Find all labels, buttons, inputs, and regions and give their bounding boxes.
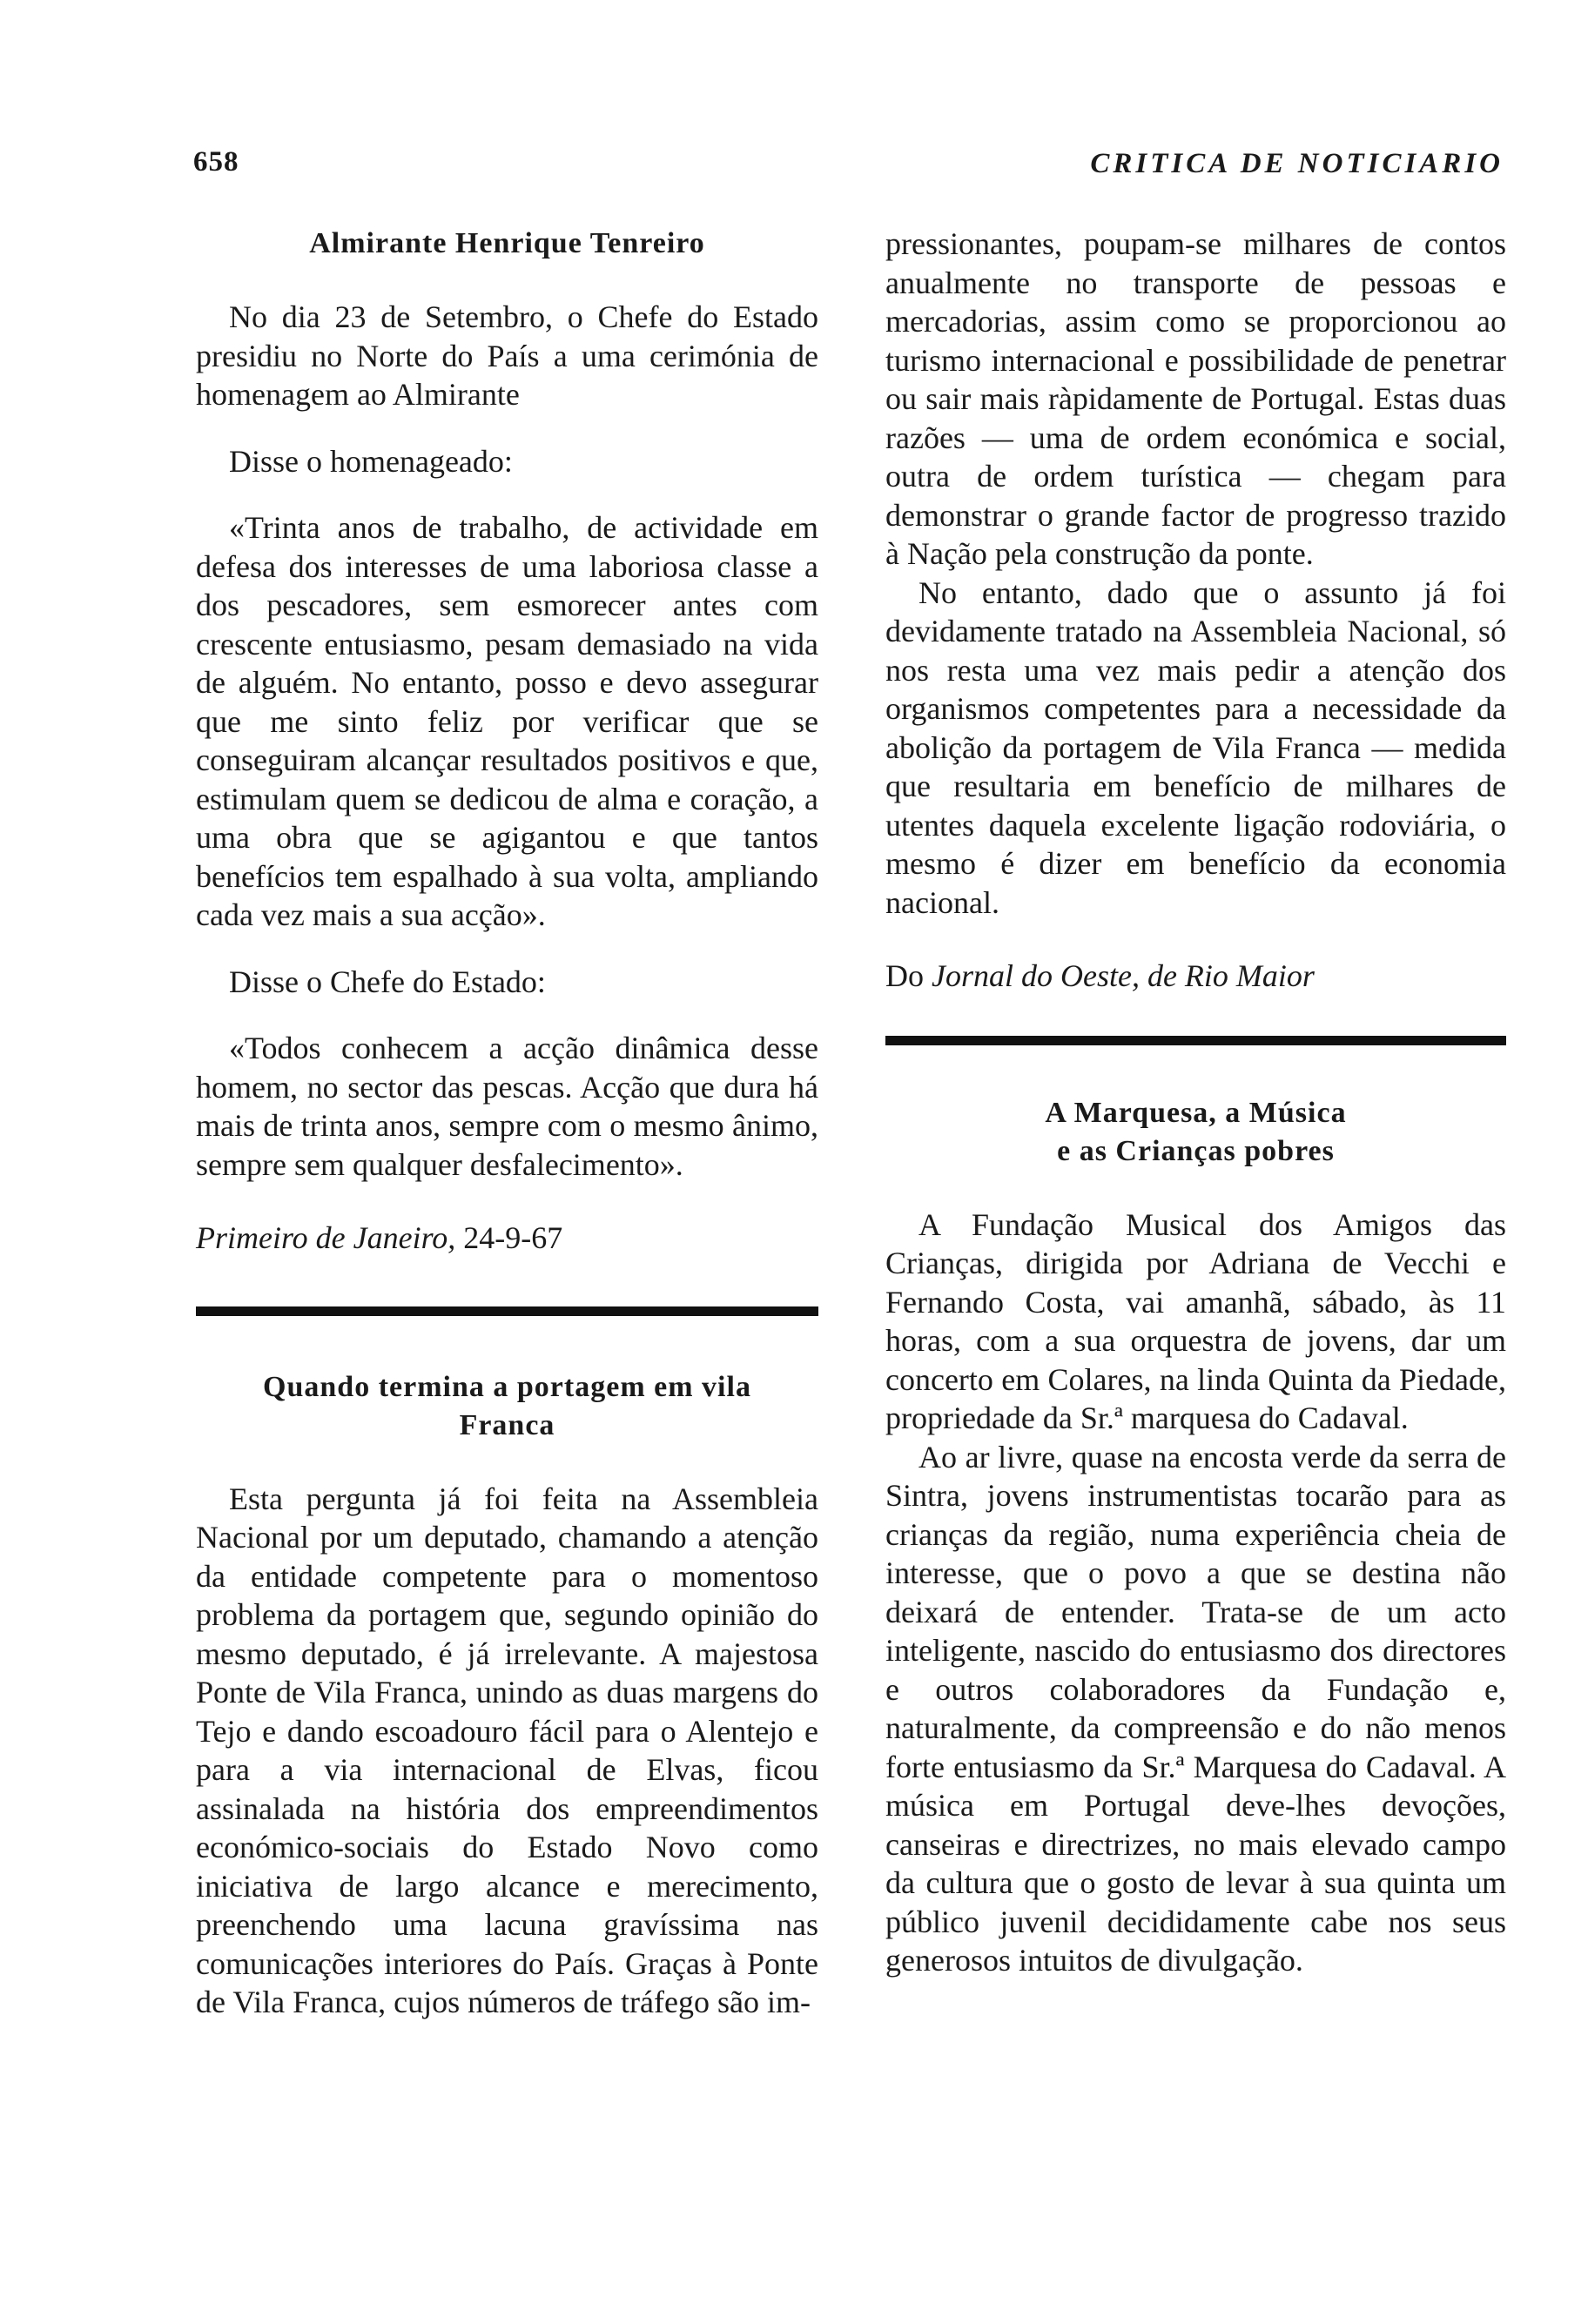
title-line: Franca [459,1408,555,1441]
article-paragraph: Ao ar livre, quase na encosta verde da serra de Sintra, jovens instrumentistas tocarão para as crianças da região, numa experiência cheia de interesse, que o povo a que se destina não deixará de entender. Trata-se de um acto inteligente, nascido do entusiasmo dos directores e outros colaboradores da Fundação e, naturalmente, da compreensão e do não menos forte entusiasmo da Sr.ª Marquesa do Cadaval. A música em Portugal deve-lhes devoções, canseiras e directrizes, no mais elevado campo da cultura que o gosto de levar à sua quinta um público juvenil decididamente cabe nos seus generosos intuitos de divulgação. [885,1439,1506,1978]
article-title-portagem [196,1368,818,1445]
section-divider [885,1036,1506,1045]
article-quote: «Todos conhecem a acção dinâmica desse homem, no sector das pescas. Acção que dura há mais de trinta anos, sempre com o mesmo ânimo, sempre sem qualquer desfalecimento». [196,1031,818,1182]
article-paragraph: No dia 23 de Setembro, o Chefe do Estado presidiu no Norte do País a uma cerimónia de homenagem ao Almirante [196,299,818,412]
article-paragraph: No entanto, dado que o assunto já foi devidamente tratado na Assembleia Nacional, só nos resta uma vez mais pedir a atenção dos organismos competentes para a necessidade da abolição da portagem de Vila Franca — medida que resultaria em benefício de milhares de utentes daquela excelente ligação rodoviária, o mesmo é dizer em benefício da economia nacional. [885,574,1506,920]
title-line: Quando termina a portagem em vila [263,1370,751,1403]
source-publication: Jornal do Oeste, de Rio Maior [932,958,1315,993]
section-divider [196,1306,818,1316]
source-date: 24-9-67 [463,1220,563,1255]
article-paragraph: pressionantes, poupam-se milhares de contos anualmente no transporte de pessoas e mercadorias, assim como se proporcionou ao turismo internacional e possibilidade de penetrar ou sair mais ràpidamente de Portugal. Estas duas razões — uma de ordem económica e social, outra de ordem turística — chegam para demonstrar o grande factor de progresso trazido à Nação pela construção da ponte. [885,226,1506,571]
running-head: CRITICA DE NOTICIARIO [1090,148,1504,179]
article-paragraph: A Fundação Musical dos Amigos das Crianças, dirigida por Adriana de Vecchi e Fernando Costa, vai amanhã, sábado, às 11 horas, com a sua orquestra de jovens, dar um concerto em Colares, na linda Quinta da Piedade, propriedade da Sr.ª marquesa do Cadaval. [885,1206,1506,1435]
article-title-tenreiro: Almirante Henrique Tenreiro [309,227,705,259]
article-quote: «Trinta anos de trabalho, de actividade em defesa dos interesses de uma laboriosa classe a dos pescadores, sem esmorecer antes com crescente entusiasmo, pesam demasiado na vida de alguém. No entanto, posso e devo assegurar que me sinto feliz por verificar que se conseguiram alcançar resultados positivos e que, estimulam quem se dedicou de alma e coração, a uma obra que se agigantou e que tantos benefícios tem espalhado à sua volta, ampliando cada vez mais a sua acção». [196,510,818,932]
article-paragraph: Disse o Chefe do Estado: [229,964,546,999]
source-prefix: Do [885,958,924,993]
article-paragraph: Esta pergunta já foi feita na Assembleia Nacional por um deputado, chamando a atenção da entidade competente para o momentoso problema da portagem que, segundo opinião do mesmo deputado, é já irrelevante. A majestosa Ponte de Vila Franca, unindo as duas margens do Tejo e dando escoadouro fácil para o Alentejo e para a via internacional de Elvas, ficou assinalada na história dos empreendimentos económico-sociais do Estado Novo como iniciativa de largo alcance e merecimento, preenchendo uma lacuna gravíssima nas comunicações interiores do País. Graças à Ponte de Vila Franca, cujos números de tráfego são im- [196,1481,818,2019]
article-source [885,957,1506,996]
article-paragraph: Disse o homenageado: [229,443,513,479]
article-source [196,1219,818,1258]
source-publication: Primeiro de Janeiro, [196,1220,456,1255]
page-number: 658 [193,146,239,178]
title-line: e as Crianças pobres [1057,1134,1335,1167]
article-title-marquesa [885,1094,1506,1171]
title-line: A Marquesa, a Música [1045,1096,1347,1129]
right-column [885,225,1506,1980]
left-column [196,225,818,2022]
